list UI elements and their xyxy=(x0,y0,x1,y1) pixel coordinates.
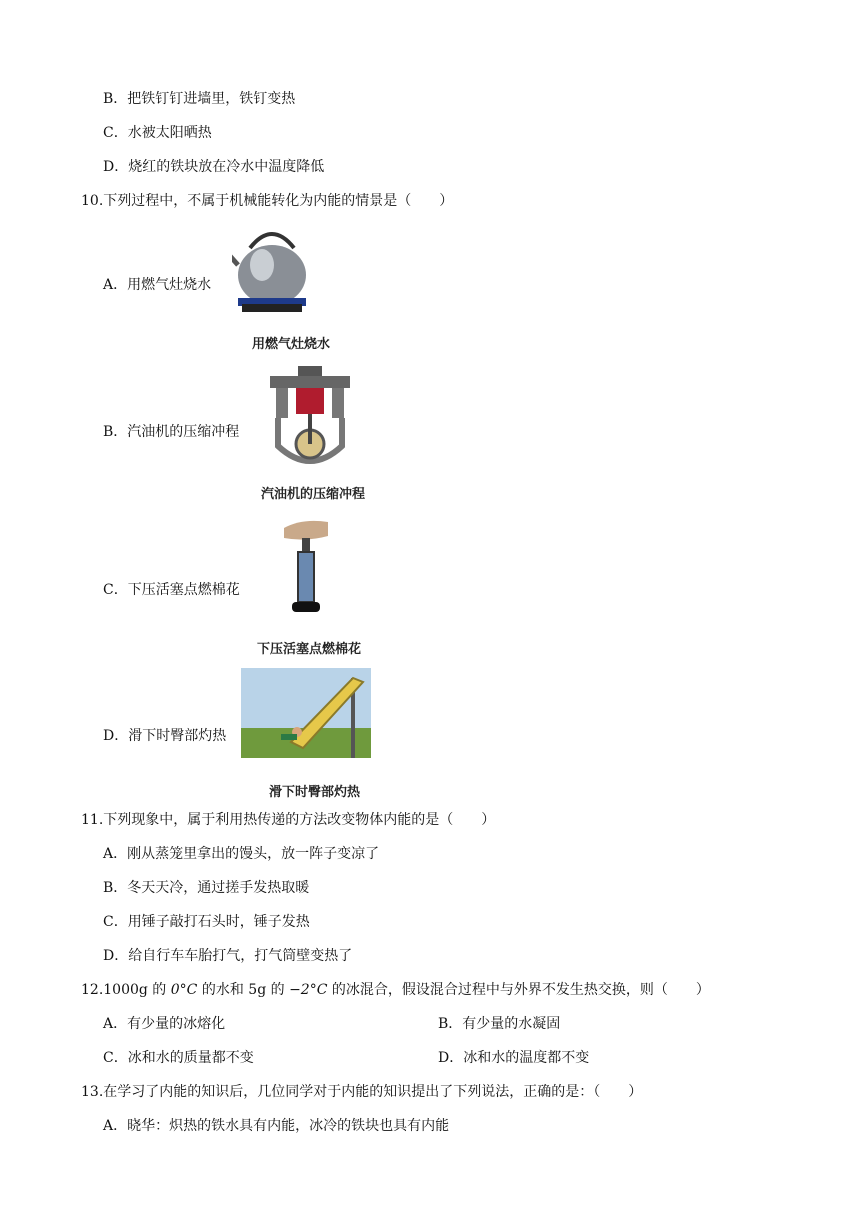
q12-stem-part-2: 的水和 5g 的 xyxy=(197,982,290,998)
q12-temperature-ice: −2°C xyxy=(289,982,328,998)
q11-option-c: C．用锤子敲打石头时，锤子发热 xyxy=(103,914,310,930)
kettle-on-stove-image xyxy=(232,220,312,315)
q12-option-c: C．冰和水的质量都不变 xyxy=(103,1050,254,1066)
q12-stem-part-3: 的冰混合，假设混合过程中与外界不发生热交换，则（ ） xyxy=(327,982,710,998)
q10-figure-b-caption: 汽油机的压缩冲程 xyxy=(261,487,366,502)
child-on-slide-image xyxy=(241,668,371,758)
q10-option-c: C．下压活塞点燃棉花 xyxy=(103,582,240,598)
q13-stem: 13.在学习了内能的知识后，几位同学对于内能的知识提出了下列说法，正确的是：（ ） xyxy=(81,1084,643,1100)
piston-cylinder-image xyxy=(282,518,332,623)
q9-option-b: B．把铁钉钉进墙里，铁钉变热 xyxy=(103,91,296,107)
q10-figure-c-caption: 下压活塞点燃棉花 xyxy=(257,642,362,657)
q12-stem xyxy=(81,981,710,999)
q11-option-d: D．给自行车车胎打气，打气筒壁变热了 xyxy=(103,948,353,964)
q10-figure-d-caption: 滑下时臀部灼热 xyxy=(269,785,361,800)
q12-option-d: D．冰和水的温度都不变 xyxy=(438,1050,590,1066)
q10-option-b: B．汽油机的压缩冲程 xyxy=(103,424,240,440)
q12-option-a: A．有少量的冰熔化 xyxy=(103,1016,226,1032)
q13-option-a: A．晓华：炽热的铁水具有内能，冰冷的铁块也具有内能 xyxy=(103,1118,450,1134)
q10-stem: 10.下列过程中，不属于机械能转化为内能的情景是（ ） xyxy=(81,193,454,209)
q12-stem-part-1: 12.1000g 的 xyxy=(81,982,171,998)
q10-figure-a-caption: 用燃气灶烧水 xyxy=(252,337,331,352)
q9-option-d: D．烧红的铁块放在冷水中温度降低 xyxy=(103,159,325,175)
q10-option-a: A．用燃气灶烧水 xyxy=(103,277,212,293)
q12-option-b: B．有少量的水凝固 xyxy=(438,1016,561,1032)
q10-option-d: D．滑下时臀部灼热 xyxy=(103,728,227,744)
engine-compression-stroke-image xyxy=(268,366,352,476)
q9-option-c: C．水被太阳晒热 xyxy=(103,125,212,141)
q11-stem: 11.下列现象中，属于利用热传递的方法改变物体内能的是（ ） xyxy=(81,812,496,828)
q11-option-a: A．刚从蒸笼里拿出的馒头，放一阵子变凉了 xyxy=(103,846,380,862)
q11-option-b: B．冬天天冷，通过搓手发热取暖 xyxy=(103,880,310,896)
q12-temperature-water: 0°C xyxy=(170,982,198,998)
